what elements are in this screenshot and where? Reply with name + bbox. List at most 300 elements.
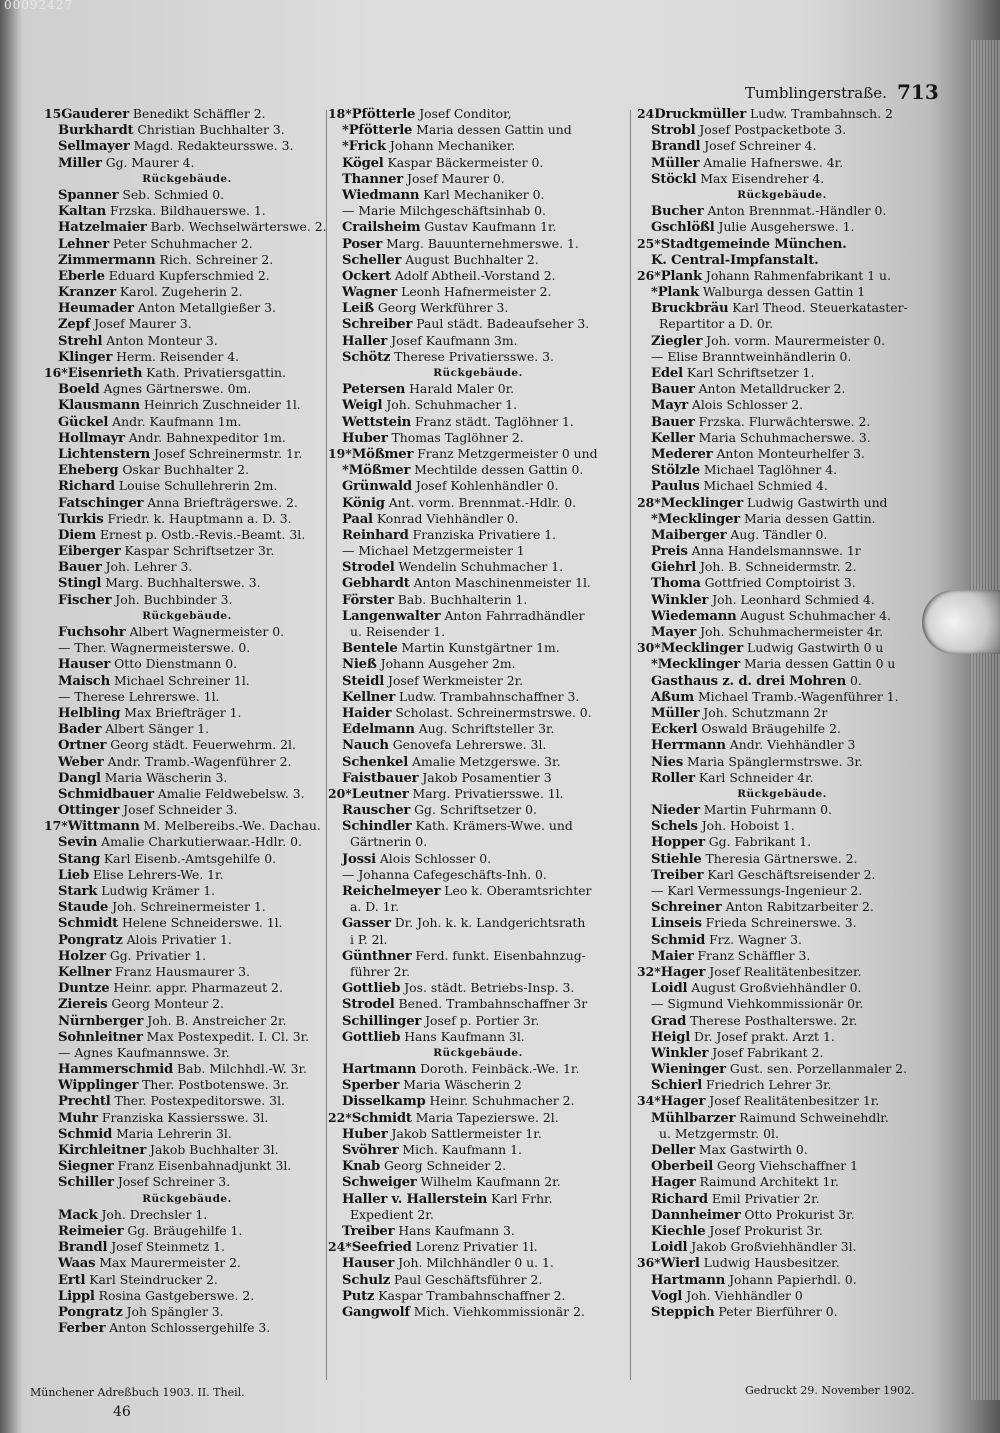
resident-name: *Plank (651, 285, 699, 301)
directory-entry (637, 203, 927, 219)
resident-name: Gottlieb (342, 981, 401, 997)
directory-entry (44, 1304, 330, 1320)
resident-name: Eckerl (651, 722, 698, 738)
resident-name: Zepf (58, 317, 91, 333)
entry-continuation: Expedient 2r. (350, 1206, 434, 1222)
resident-details: Gg. Maurer 4. (101, 154, 195, 170)
resident-name: Lichtenstern (58, 446, 151, 462)
directory-entry (44, 624, 330, 640)
directory-entry: — Michael Metzgermeister 1 (342, 543, 525, 559)
resident-name: Ziegler (651, 333, 703, 349)
resident-details: Frzska. Flurwächterswe. 2. (694, 413, 871, 429)
resident-name: Schmid (58, 1126, 113, 1142)
directory-entry (44, 851, 330, 867)
directory-entry (44, 462, 330, 478)
directory-entry (44, 818, 330, 834)
resident-details: Karl Mechaniker 0. (419, 186, 545, 202)
resident-name: Rauscher (342, 803, 411, 819)
directory-entry (44, 203, 330, 219)
column-3 (637, 106, 927, 1320)
resident-name: Günthner (342, 948, 412, 964)
resident-details: Kath. Krämers-Wwe. und (411, 818, 573, 834)
resident-name: Brandl (58, 1240, 108, 1256)
directory-entry (328, 478, 628, 494)
directory-entry (44, 754, 330, 770)
resident-name: Sperber (342, 1078, 400, 1094)
resident-details: Anton Maschinenmeister 1l. (409, 575, 591, 591)
directory-entry (44, 1029, 330, 1045)
section-heading: Rückgebäude. (142, 172, 232, 185)
directory-entry (44, 381, 330, 397)
directory-entry (44, 252, 330, 268)
directory-entry (637, 689, 927, 705)
resident-name: Schiller (58, 1175, 114, 1191)
resident-details: Frzska. Bildhauerswe. 1. (106, 203, 266, 219)
directory-entry (44, 721, 330, 737)
resident-name: Treiber (651, 867, 704, 883)
directory-entry (637, 834, 927, 850)
resident-details: Jakob Sattlermeister 1r. (387, 1125, 542, 1141)
resident-details: Georg städt. Feuerwehrm. 2l. (106, 737, 296, 753)
resident-details: Magd. Redakteursswe. 3. (129, 138, 294, 154)
directory-entry (637, 543, 927, 559)
resident-details: Karl Frhr. (487, 1190, 553, 1206)
house-number: 18* (328, 106, 352, 121)
directory-entry (328, 592, 628, 608)
resident-details: Eduard Kupferschmied 2. (104, 267, 270, 283)
resident-details: Josef p. Portier 3r. (421, 1012, 540, 1028)
resident-details: Joh. Viehhändler 0 (682, 1287, 803, 1303)
house-number: 20* (328, 785, 352, 801)
resident-name: Thoma (651, 576, 701, 592)
resident-name: Pongratz (58, 932, 123, 948)
resident-name: Helbling (58, 705, 121, 721)
directory-entry (637, 1093, 927, 1109)
resident-name: Schenkel (342, 754, 409, 770)
directory-entry (44, 138, 330, 154)
resident-details: Anton Monteurhelfer 3. (712, 445, 865, 461)
resident-details: Paul Geschäftsführer 2. (390, 1271, 543, 1287)
resident-details: Ludwig Hausbesitzer. (699, 1255, 840, 1271)
directory-entry (328, 1223, 628, 1239)
resident-details: Johann Mechaniker. (385, 138, 516, 154)
directory-entry (44, 1142, 330, 1158)
resident-name: Fuchsohr (58, 625, 126, 640)
directory-entry (44, 964, 330, 980)
resident-details: Friedrich Lehrer 3r. (702, 1077, 832, 1093)
directory-entry (328, 236, 628, 252)
directory-entry (44, 236, 330, 252)
directory-entry (328, 1174, 628, 1190)
resident-name: Wierl (660, 1256, 700, 1272)
resident-name: Lippl (58, 1288, 95, 1304)
directory-entry (44, 1207, 330, 1223)
directory-entry (328, 1272, 628, 1288)
resident-details: Albert Wagnermeister 0. (125, 624, 285, 639)
house-number: 32* (637, 963, 661, 979)
directory-entry (328, 948, 628, 964)
resident-name: Kirchleitner (58, 1143, 147, 1158)
resident-details: Peter Schuhmacher 2. (108, 235, 253, 251)
resident-details: Gustav Kaufmann 1r. (420, 219, 557, 235)
directory-entry (637, 1207, 927, 1223)
directory-entry (328, 527, 628, 543)
resident-details: Walburga dessen Gattin 1 (698, 284, 866, 300)
resident-details: Josef Kaufmann 3m. (387, 332, 518, 348)
resident-details: Leonh Hafnermeister 2. (397, 284, 552, 300)
directory-entry (44, 478, 330, 494)
directory-entry (44, 802, 330, 818)
resident-details: Hans Kaufmann 3. (394, 1222, 515, 1238)
directory-entry (44, 219, 330, 235)
resident-details: Wilhelm Kaufmann 2r. (416, 1174, 561, 1190)
column-divider (630, 110, 631, 1380)
resident-name: Mößmer (351, 446, 414, 462)
resident-name: Schmidt (58, 916, 119, 932)
resident-name: Stadtgemeinde München. (660, 236, 847, 252)
resident-name: Stark (58, 884, 98, 899)
thumb-index-tab (922, 590, 1000, 654)
resident-name: Paulus (651, 479, 700, 495)
resident-details: Josef Postpacketbote 3. (695, 122, 847, 138)
directory-entry (637, 964, 927, 980)
directory-entry (637, 559, 927, 575)
resident-details: Kaspar Trambahnschaffner 2. (374, 1287, 566, 1303)
resident-details: Joh. Hoboist 1. (697, 818, 795, 834)
resident-details: Joh. Buchbinder 3. (111, 591, 233, 607)
house-number: 22* (328, 1109, 352, 1125)
directory-entry (328, 673, 628, 689)
directory-entry (328, 381, 628, 397)
directory-entry (328, 138, 628, 154)
resident-details: Joh. Milchhändler 0 u. 1. (394, 1255, 554, 1271)
directory-entry (44, 1158, 330, 1174)
directory-entry (637, 656, 927, 672)
resident-details: Anna Handelsmannswe. 1r (687, 543, 861, 559)
resident-details: Josef Maurer 0. (403, 170, 505, 186)
section-heading: Rückgebäude. (737, 787, 827, 800)
resident-details: Oskar Buchhalter 2. (118, 462, 249, 478)
directory-entry (328, 915, 628, 931)
resident-name: Bentele (342, 641, 398, 657)
resident-details: Alois Schlosser 2. (687, 397, 804, 413)
resident-name: Jossi (342, 851, 376, 867)
resident-details: Marg. Bauunternehmerswe. 1. (382, 235, 579, 251)
resident-details: Christian Buchhalter 3. (133, 122, 285, 138)
resident-name: Mayer (651, 625, 697, 640)
directory-entry (44, 1077, 330, 1093)
house-number: 36* (637, 1255, 661, 1271)
resident-name: Fischer (58, 592, 112, 608)
directory-entry (44, 592, 330, 608)
directory-entry (637, 673, 927, 689)
directory-entry (44, 770, 330, 786)
directory-entry (44, 656, 330, 672)
resident-name: Ockert (342, 268, 391, 284)
directory-entry (328, 462, 628, 478)
directory-entry (637, 1288, 927, 1304)
resident-name: Ziereis (58, 997, 108, 1013)
resident-name: Haller v. Hallerstein (342, 1191, 488, 1207)
directory-entry (637, 1191, 927, 1207)
directory-entry (637, 300, 927, 316)
resident-name: *Mößmer (342, 463, 411, 479)
resident-name: Heigl (651, 1029, 691, 1045)
resident-details: Ludw. Trambahnschaffner 3. (395, 688, 580, 704)
resident-name: Hager (660, 1094, 706, 1110)
section-heading: Rückgebäude. (433, 367, 523, 379)
resident-name: Brandl (651, 139, 701, 155)
resident-details: Otto Prokurist 3r. (740, 1206, 855, 1222)
resident-details: Max Gastwirth 0. (694, 1142, 808, 1157)
resident-details: Ferd. funkt. Eisenbahnzug- (411, 947, 586, 963)
directory-entry (44, 1174, 330, 1190)
page-edges (970, 40, 1000, 1400)
resident-details: Gust. sen. Porzellanmaler 2. (725, 1061, 908, 1077)
entry-continuation: Gärtnerin 0. (350, 834, 428, 850)
directory-entry (44, 559, 330, 575)
resident-name: Holzer (58, 948, 106, 964)
directory-entry (328, 1255, 628, 1271)
resident-details: Johann Ausgeher 2m. (376, 656, 516, 672)
house-number: 15 (44, 106, 62, 121)
directory-entry (328, 705, 628, 721)
resident-details: Peter Bierführer 0. (714, 1303, 838, 1319)
resident-name: Turkis (58, 511, 104, 527)
column-1 (44, 106, 330, 1336)
directory-entry (44, 284, 330, 300)
resident-name: Putz (342, 1288, 375, 1304)
directory-entry (637, 932, 927, 948)
resident-name: Nieß (342, 657, 377, 673)
resident-name: Herrmann (651, 738, 726, 754)
resident-details: Max Postexpedit. I. Cl. 3r. (142, 1028, 310, 1044)
resident-details: Mich. Viehkommissionär 2. (409, 1303, 585, 1319)
resident-name: Preis (651, 544, 688, 560)
directory-entry (328, 608, 628, 624)
directory-entry (328, 1304, 628, 1320)
directory-entry (328, 996, 628, 1012)
resident-details: Alois Schlosser 0. (375, 850, 492, 866)
directory-entry: — Ther. Wagnermeisterswe. 0. (58, 640, 251, 656)
directory-entry (637, 284, 927, 300)
resident-name: Hauser (342, 1256, 395, 1272)
resident-details: Franz städt. Taglöhner 1. (411, 413, 574, 429)
resident-details: Scholast. Schreinermstrswe. 0. (391, 704, 592, 720)
resident-name: Förster (342, 592, 394, 608)
resident-name: Schindler (342, 819, 412, 835)
resident-name: Disselkamp (342, 1094, 426, 1110)
resident-details: Franz Metzgermeister 0 und (413, 445, 598, 461)
resident-details: Michael Taglöhner 4. (699, 462, 838, 478)
resident-name: Steidl (342, 673, 385, 689)
resident-name: Strobl (651, 123, 696, 139)
resident-details: Lorenz Privatier 1l. (411, 1239, 538, 1255)
resident-details: Karol. Zugeherin 2. (115, 284, 243, 300)
resident-details: Maria Spänglermstrswe. 3r. (683, 753, 863, 769)
resident-details: Alois Privatier 1. (122, 931, 232, 947)
footer-print-date: Gedruckt 29. November 1902. (745, 1384, 915, 1397)
resident-details: Ernest p. Ostb.-Revis.-Beamt. 3l. (96, 526, 306, 542)
entry-continuation: a. D. 1r. (350, 899, 400, 915)
resident-name: Bauer (651, 382, 695, 398)
resident-name: Prechtl (58, 1094, 111, 1110)
resident-details: Rosina Gastgeberswe. 2. (94, 1287, 255, 1303)
directory-entry (637, 851, 927, 867)
resident-name: Wiedmann (342, 187, 420, 203)
directory-entry (44, 495, 330, 511)
resident-details: Andr. Bahnexpeditor 1m. (124, 429, 286, 445)
directory-entry (44, 122, 330, 138)
resident-name: Richard (58, 479, 115, 495)
resident-name: Müller (651, 705, 700, 721)
resident-details: Ludwig Gastwirth und (743, 494, 888, 510)
resident-name: Gottlieb (342, 1029, 401, 1045)
directory-entry (44, 1239, 330, 1255)
resident-details: Konrad Viehhändler 0. (372, 510, 519, 526)
resident-name: Kranzer (58, 285, 116, 301)
resident-name: Heumader (58, 301, 134, 317)
resident-name: Müller (651, 155, 700, 171)
resident-details: Bened. Trambahnschaffner 3r (394, 996, 588, 1012)
resident-name: Hammerschmid (58, 1062, 174, 1078)
section-heading: Rückgebäude. (433, 1046, 523, 1059)
resident-name: Sohnleitner (58, 1029, 143, 1045)
resident-name: Stölzle (651, 463, 700, 479)
resident-name: Leiß (342, 301, 374, 317)
resident-details: Franziska Privatiere 1. (408, 526, 557, 542)
resident-details: Josef Schreiner 3. (113, 1174, 231, 1190)
resident-details: Julie Ausgeherswe. 1. (714, 219, 855, 235)
directory-entry (637, 1013, 927, 1029)
directory-entry (637, 219, 927, 235)
resident-name: Hager (651, 1175, 696, 1191)
house-number: 19* (328, 445, 352, 461)
resident-name: Nauch (342, 738, 389, 754)
section-heading: Rückgebäude. (142, 1192, 232, 1205)
resident-details: Ther. Postbotenswe. 3r. (138, 1077, 290, 1093)
resident-details: Heinrich Zuschneider 1l. (139, 397, 301, 413)
resident-details: Bab. Milchhdl.-W. 3r. (173, 1061, 308, 1077)
resident-name: Mecklinger (660, 641, 744, 657)
resident-name: Weber (58, 754, 104, 770)
directory-entry (44, 1320, 330, 1336)
resident-name: Miller (58, 155, 102, 171)
resident-details: Frz. Wagner 3. (705, 931, 802, 947)
entry-continuation: u. Reisender 1. (350, 624, 446, 639)
directory-entry (44, 397, 330, 413)
resident-details: Kath. Privatiersgattin. (142, 365, 286, 380)
resident-details: Franz Schäffler 3. (693, 947, 811, 963)
directory-entry: — Agnes Kaufmannswe. 3r. (58, 1044, 230, 1060)
resident-details: Oswald Bräugehilfe 2. (697, 721, 841, 737)
directory-entry (328, 883, 628, 899)
resident-details: Joh Spängler 3. (122, 1303, 224, 1319)
resident-details: Ludw. Trambahnsch. 2 (746, 106, 893, 121)
footer-title: Münchener Adreßbuch 1903. II. Theil. (30, 1386, 245, 1399)
resident-details: Joh. vorm. Maurermeister 0. (702, 332, 886, 348)
directory-entry (44, 915, 330, 931)
house-number: 17* (44, 818, 68, 834)
resident-details: Anton Rabitzarbeiter 2. (721, 899, 874, 915)
resident-details: Max Maurermeister 2. (95, 1255, 241, 1271)
directory-entry (637, 527, 927, 543)
directory-entry (637, 478, 927, 494)
directory-entry (637, 1045, 927, 1061)
resident-details: Franziska Kassiersswe. 3l. (97, 1109, 269, 1125)
directory-entry (328, 980, 628, 996)
resident-details: Louise Schullehrerin 2m. (114, 478, 278, 494)
resident-name: Eiberger (58, 544, 121, 560)
resident-details: Anton Metallgießer 3. (133, 300, 276, 316)
directory-entry (328, 268, 628, 284)
directory-entry (637, 1239, 927, 1255)
entry-continuation: u. Metzgermstr. 0l. (659, 1125, 779, 1141)
resident-name: Kögel (342, 155, 384, 171)
resident-name: Gasthaus z. d. drei Mohren (651, 673, 847, 689)
directory-entry (44, 932, 330, 948)
directory-entry (328, 770, 628, 786)
resident-name: Grad (651, 1013, 687, 1029)
resident-details: Friedr. k. Hauptmann a. D. 3. (103, 510, 292, 526)
resident-name: Burkhardt (58, 123, 134, 139)
resident-name: Edelmann (342, 722, 415, 738)
resident-details: Amalie Hafnerswe. 4r. (699, 154, 844, 170)
resident-name: Nies (651, 754, 684, 770)
directory-entry (637, 818, 927, 834)
resident-name: Kellner (342, 689, 396, 705)
resident-name: Grünwald (342, 479, 412, 495)
resident-details: Paul städt. Badeaufseher 3. (412, 316, 590, 332)
resident-details: Andr. Tramb.-Wagenführer 2. (103, 753, 292, 769)
resident-details: Joh. Drechsler 1. (97, 1206, 208, 1222)
resident-details: Albert Sänger 1. (101, 721, 210, 737)
resident-details: Helene Schneiderswe. 1l. (118, 915, 283, 931)
resident-details: Harald Maler 0r. (405, 381, 515, 397)
resident-details: Michael Tramb.-Wagenführer 1. (694, 688, 899, 704)
resident-name: Siegner (58, 1159, 114, 1175)
resident-name: *Frick (342, 139, 386, 155)
directory-entry (328, 1061, 628, 1077)
directory-entry (328, 430, 628, 446)
resident-details: Karl Schneider 4r. (694, 769, 814, 785)
directory-entry (637, 1223, 927, 1239)
resident-name: Wagner (342, 285, 398, 301)
resident-details: Rich. Schreiner 2. (155, 251, 274, 267)
directory-entry (637, 754, 927, 770)
resident-details: Maria dessen Gattin und (412, 122, 572, 138)
directory-entry (328, 1013, 628, 1029)
resident-name: Bader (58, 722, 102, 738)
resident-name: Faistbauer (342, 770, 419, 786)
directory-entry (44, 1223, 330, 1239)
directory-entry (328, 1093, 628, 1109)
resident-details: Gg. Fabrikant 1. (704, 834, 812, 850)
resident-details: Franz Eisenbahnadjunkt 3l. (113, 1158, 292, 1174)
resident-details: Raimund Schweinehdlr. (735, 1109, 889, 1125)
directory-entry: — Johanna Cafegeschäfts-Inh. 0. (342, 866, 547, 882)
resident-name: Strodel (342, 997, 395, 1013)
resident-details: Kaspar Bäckermeister 0. (383, 154, 544, 170)
directory-entry (637, 333, 927, 349)
house-number: 34* (637, 1093, 661, 1109)
resident-details: Anton Schlossergehilfe 3. (105, 1320, 271, 1336)
directory-entry (328, 1288, 628, 1304)
directory-entry (44, 511, 330, 527)
resident-details: Frieda Schreinerswe. 3. (701, 915, 857, 931)
directory-entry (328, 1142, 628, 1158)
resident-name: Crailsheim (342, 220, 421, 236)
